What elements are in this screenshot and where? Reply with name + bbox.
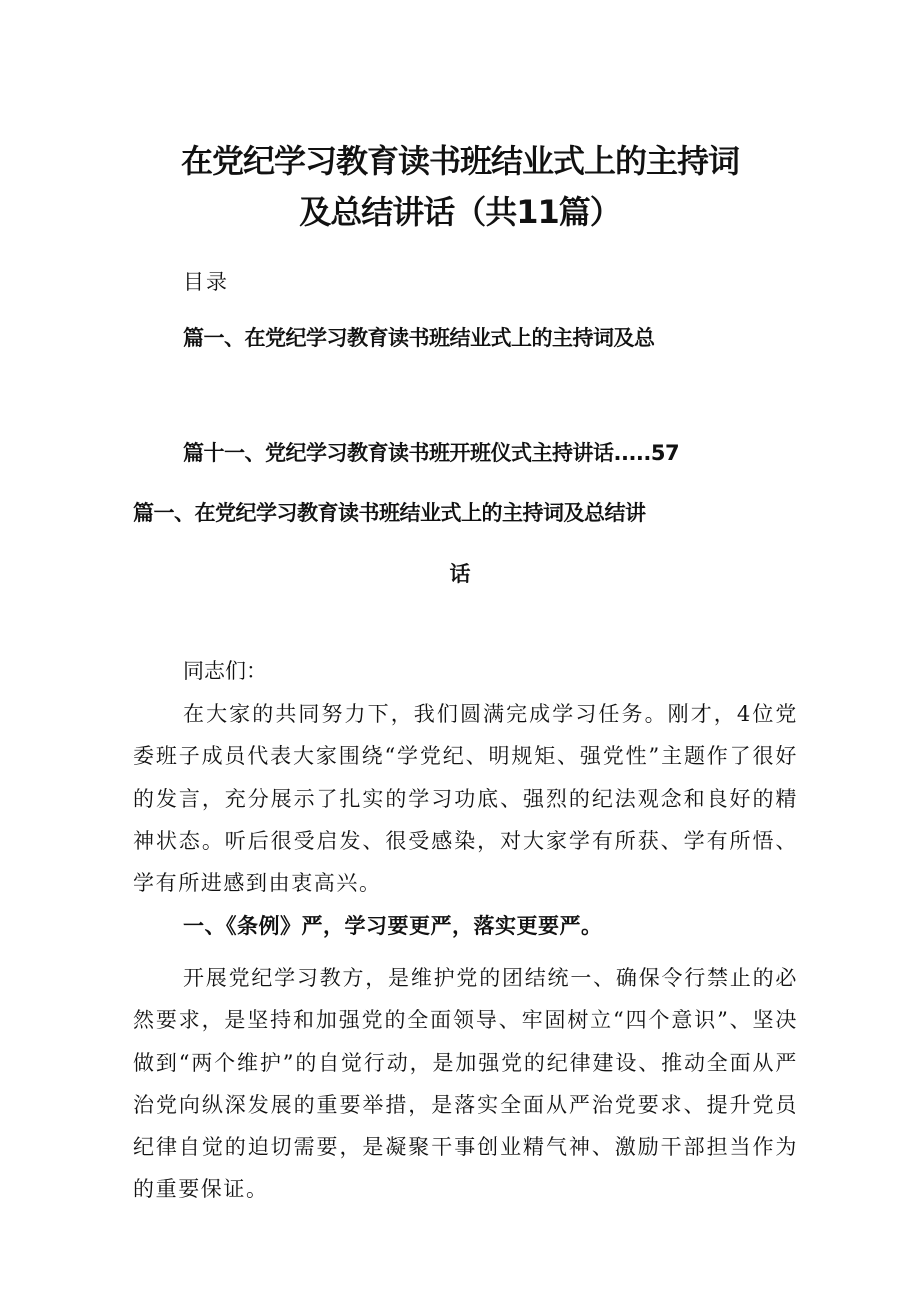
toc-item[interactable]: 篇十一、党纪学习教育读书班开班仪式主持讲话.....57: [183, 441, 680, 465]
section-title-line-2: 话: [449, 562, 471, 586]
subsection-heading: 一、《条例》严，学习要更严，落实更要严。: [183, 914, 603, 938]
body-paragraph: 在大家的共同努力下，我们圆满完成学习任务。刚才，4位党委班子成员代表大家围绕“学党纪、明规矩、强党性”主题作了很好的发言，充分展示了扎实的学习功底、强烈的纪法观念和良好的精神状态。听后很受启发、很受感染，对大家学有所获、学有所悟、学有所进感到由衷高兴。: [133, 702, 798, 896]
document-title-line-1: 在党纪学习教育读书班结业式上的主持词: [180, 142, 739, 180]
section-title-line-1: 篇一、在党纪学习教育读书班结业式上的主持词及总结讲: [133, 501, 646, 525]
toc-item[interactable]: 篇一、在党纪学习教育读书班结业式上的主持词及总: [183, 326, 655, 350]
document-title-line-2: 及总结讲话（共11篇）: [299, 193, 621, 231]
salutation: 同志们：: [183, 659, 267, 683]
toc-heading: 目录: [183, 270, 229, 294]
body-paragraph: 开展党纪学习教方，是维护党的团结统一、确保令行禁止的必然要求，是坚持和加强党的全面领导、牢固树立“四个意识”、坚决做到“两个维护”的自觉行动，是加强党的纪律建设、推动全面从严治党向纵深发展的重要举措，是落实全面从严治党要求、提升党员纪律自觉的迫切需要，是凝聚干事创业精气神、激励干部担当作为的重要保证。: [133, 966, 798, 1202]
